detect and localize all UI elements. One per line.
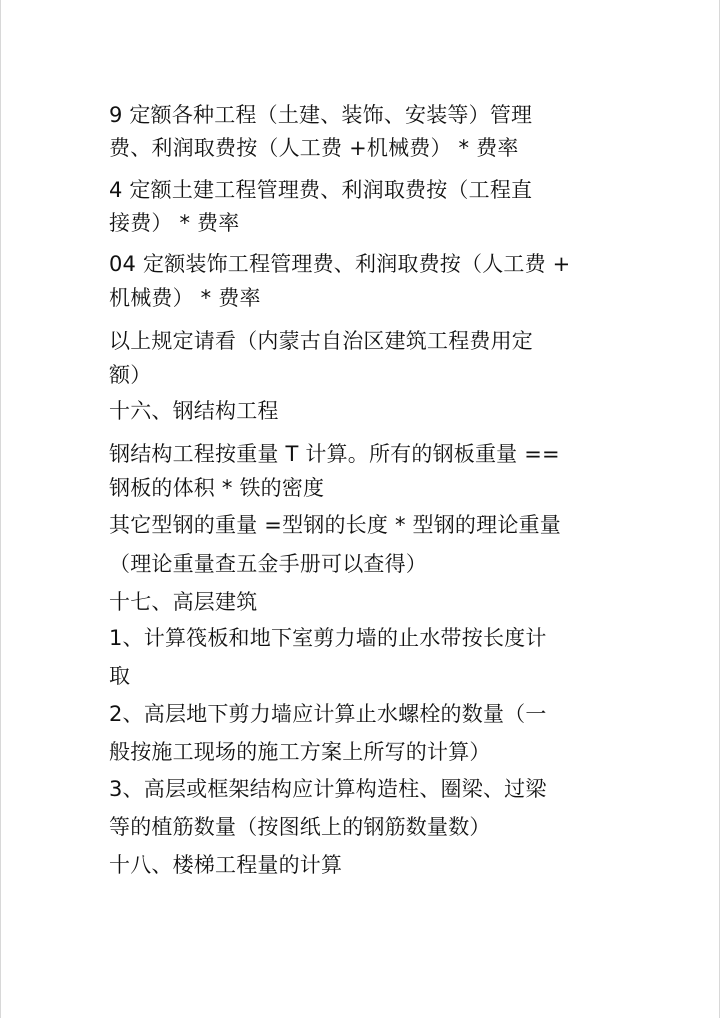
text-line: 额） — [109, 363, 152, 387]
page-left-border — [0, 0, 1, 1018]
text-line: 2、高层地下剪力墙应计算止水螺栓的数量（一 — [109, 702, 547, 726]
text-line: 4 定额土建工程管理费、利润取费按（工程直 — [109, 178, 533, 202]
text-line: 以上规定请看（内蒙古自治区建筑工程费用定 — [109, 329, 533, 353]
section-heading: 十八、楼梯工程量的计算 — [109, 853, 343, 877]
section-heading: 十六、钢结构工程 — [109, 399, 279, 423]
text-line: 取 — [109, 664, 131, 688]
text-line: 费、利润取费按（人工费 +机械费） * 费率 — [109, 136, 519, 160]
text-line: 机械费） * 费率 — [109, 286, 261, 310]
text-line: 04 定额装饰工程管理费、利润取费按（人工费 + — [109, 252, 571, 276]
text-line: 钢结构工程按重量 T 计算。所有的钢板重量 == — [109, 442, 560, 466]
text-line: 1、计算筏板和地下室剪力墙的止水带按长度计 — [109, 626, 547, 650]
text-line: 般按施工现场的施工方案上所写的计算） — [109, 740, 491, 764]
section-heading: 十七、高层建筑 — [109, 590, 258, 614]
text-line: 其它型钢的重量 =型钢的长度 * 型钢的理论重量 — [109, 513, 561, 537]
text-line: 9 定额各种工程（土建、装饰、安装等）管理 — [109, 103, 533, 127]
text-line: 3、高层或框架结构应计算构造柱、圈梁、过梁 — [109, 777, 547, 801]
text-line: 钢板的体积 * 铁的密度 — [109, 476, 325, 500]
text-line: 等的植筋数量（按图纸上的钢筋数量数） — [109, 815, 491, 839]
text-line: （理论重量查五金手册可以查得） — [109, 552, 427, 576]
text-line: 接费） * 费率 — [109, 211, 240, 235]
